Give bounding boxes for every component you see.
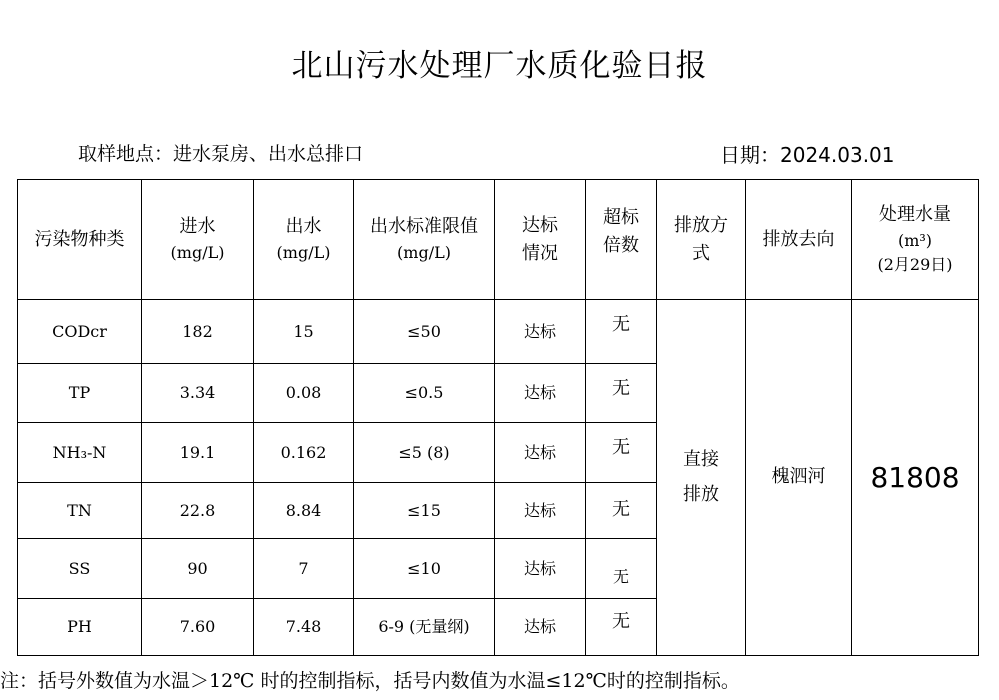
header-exceed — [586, 180, 657, 300]
cell-limit: 6-9 (无量纲) — [354, 599, 495, 656]
header-volume — [852, 180, 979, 300]
cell-inflow: 19.1 — [142, 423, 254, 483]
cell-inflow: 90 — [142, 539, 254, 599]
cell-limit: ≤10 — [354, 539, 495, 599]
discharge-method-line2: 排放 — [683, 483, 719, 505]
cell-pollutant: TN — [18, 483, 142, 539]
cell-pollutant: TP — [18, 364, 142, 423]
cell-discharge-method — [657, 300, 746, 656]
header-inflow-label: 进水 — [179, 216, 216, 238]
header-exceed-line1: 超标 — [603, 206, 639, 228]
cell-limit: ≤15 — [354, 483, 495, 539]
cell-inflow: 182 — [142, 300, 254, 364]
cell-outflow: 15 — [254, 300, 354, 364]
cell-outflow: 8.84 — [254, 483, 354, 539]
header-method-line1: 排放方 — [674, 214, 728, 236]
header-limit-label: 出水标准限值 — [370, 216, 478, 238]
header-volume-unit: (m³) — [897, 230, 933, 250]
cell-status: 达标 — [495, 539, 586, 599]
cell-outflow: 0.162 — [254, 423, 354, 483]
cell-inflow: 22.8 — [142, 483, 254, 539]
cell-limit: ≤5 (8) — [354, 423, 495, 483]
header-inflow — [142, 180, 254, 300]
cell-outflow: 7.48 — [254, 599, 354, 656]
report-date: 日期：2024.03.01 — [720, 143, 895, 167]
header-volume-label: 处理水量 — [879, 203, 951, 225]
cell-status: 达标 — [495, 364, 586, 423]
header-status — [495, 180, 586, 300]
cell-status: 达标 — [495, 423, 586, 483]
cell-inflow: 3.34 — [142, 364, 254, 423]
table-header-row — [18, 180, 979, 300]
cell-treated-volume: 81808 — [852, 300, 979, 656]
cell-limit: ≤50 — [354, 300, 495, 364]
cell-status: 达标 — [495, 483, 586, 539]
header-status-line2: 情况 — [522, 242, 558, 264]
header-inflow-unit: (mg/L) — [170, 243, 225, 263]
cell-pollutant: NH₃-N — [18, 423, 142, 483]
cell-status: 达标 — [495, 300, 586, 364]
cell-pollutant: SS — [18, 539, 142, 599]
header-limit — [354, 180, 495, 300]
header-outflow-unit: (mg/L) — [276, 243, 331, 263]
header-method-line2: 式 — [692, 242, 710, 264]
header-method — [657, 180, 746, 300]
header-destination: 排放去向 — [746, 180, 852, 300]
sampling-location: 取样地点：进水泵房、出水总排口 — [78, 143, 364, 165]
header-outflow — [254, 180, 354, 300]
water-quality-table — [17, 179, 979, 656]
cell-exceed: 无 — [586, 483, 657, 539]
cell-inflow: 7.60 — [142, 599, 254, 656]
header-outflow-label: 出水 — [285, 216, 322, 238]
header-exceed-line2: 倍数 — [603, 234, 639, 256]
cell-exceed: 无 — [586, 423, 657, 483]
report-title: 北山污水处理厂水质化验日报 — [291, 48, 708, 84]
cell-limit: ≤0.5 — [354, 364, 495, 423]
cell-exceed: 无 — [586, 300, 657, 364]
cell-outflow: 7 — [254, 539, 354, 599]
cell-pollutant: CODcr — [18, 300, 142, 364]
table-row — [18, 300, 979, 364]
discharge-method-line1: 直接 — [683, 449, 719, 471]
footnote: 注：括号外数值为水温＞12℃ 时的控制指标，括号内数值为水温≤12℃时的控制指标。 — [0, 670, 740, 692]
cell-exceed: 无 — [586, 539, 657, 599]
header-volume-date: (2月29日) — [877, 255, 953, 275]
header-status-line1: 达标 — [522, 214, 558, 236]
cell-discharge-destination: 槐泗河 — [746, 300, 852, 656]
cell-exceed: 无 — [586, 364, 657, 423]
cell-pollutant: PH — [18, 599, 142, 656]
header-limit-unit: (mg/L) — [397, 243, 451, 263]
header-pollutant: 污染物种类 — [18, 180, 142, 300]
cell-exceed: 无 — [586, 599, 657, 656]
cell-outflow: 0.08 — [254, 364, 354, 423]
cell-status: 达标 — [495, 599, 586, 656]
